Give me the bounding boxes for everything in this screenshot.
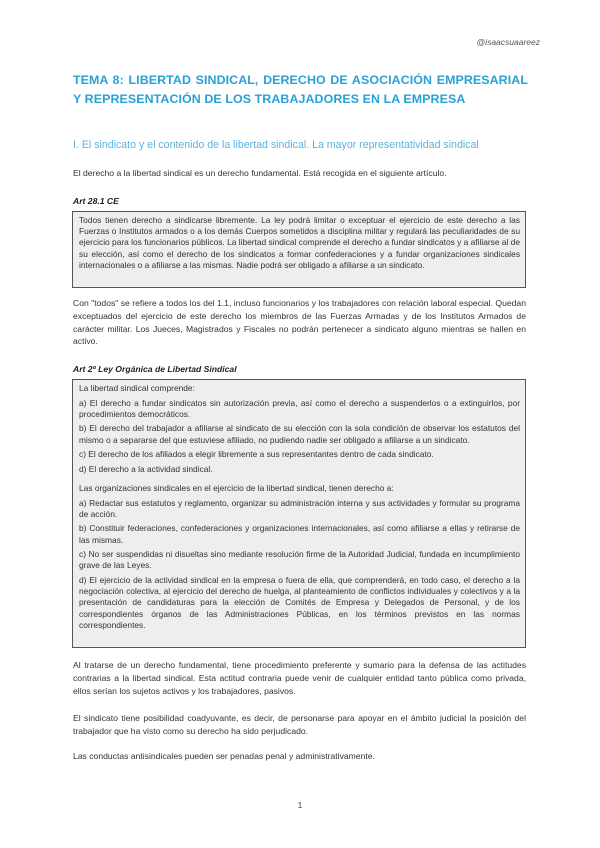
art2-quote-box [72,379,526,648]
art2-item1-d: d) El derecho a la actividad sindical. [79,463,213,474]
page-number: 1 [297,800,303,810]
art1-quote-box [72,211,526,288]
author-handle: @isaacsuaareez [476,37,540,47]
art2-item2-c: c) No ser suspendidas ni disueltas sino mediante resolución firme de la Autoridad Judicial, fundada en incumplimiento grave de las Leyes. [79,549,520,571]
paragraph-coadyuvante: El sindicato tiene posibilidad coadyuvante, es decir, de personarse para apoyar en el ámbito judicial la posición del trabajador que ha visto como su derecho ha sido perjudicado. [73,713,526,736]
paragraph-procedure: Al tratarse de un derecho fundamental, tiene procedimiento preferente y sumario para la defensa de las actitudes contrarias a la libertad sindical. Esta actitud contraria puede venir de cualquier entidad tanto pública como privada, ellos serían los sujetos activos y los trabajadores, pasivos. [73,660,526,696]
art2-item1-c: c) El derecho de los afiliados a elegir libremente a sus representantes dentro de cada sindicato. [79,449,434,460]
after-art1-paragraph: Con "todos" se refiere a todos los del 1.1, incluso funcionarios y los trabajadores con relación laboral especial. Quedan exceptuados del ejercicio de este derecho los miembros de las Fuerzas Armadas y de los Institutos Armados de carácter militar. Los Jueces, Magistrados y Fiscales no podrán pertenecer a sindicato alguno mientras se hallen en activo. [73,298,526,347]
art2-item2-b: b) Constituir federaciones, confederaciones y organizaciones internacionales, así como afiliarse a ellas y retirarse de las mismas. [79,523,520,545]
art2-item2-a: a) Redactar sus estatutos y reglamento, organizar su administración interna y sus actividades y formular su programa de acción. [79,497,520,519]
intro-paragraph: El derecho a la libertad sindical es un derecho fundamental. Está recogida en el siguiente artículo. [73,168,447,178]
art2-item2-d: d) El ejercicio de la actividad sindical en la empresa o fuera de ella, que comprenderá, en todo caso, el derecho a la negociación colectiva, al ejercicio del derecho de huelga, al planteamiento de conflictos individuales y colectivos y a la presentación de candidaturas para la elección de Comités de Empresa y Delegados de Personal, y de los correspondientes órganos de las Administraciones Públicas, en los términos previstos en las normas correspondientes. [79,574,520,630]
art2-item1-a: a) El derecho a fundar sindicatos sin autorización previa, así como el derecho a suspenderlos o a extinguirlos, por procedimientos democráticos. [79,397,520,419]
paragraph-antisindicales: Las conductas antisindicales pueden ser penadas penal y administrativamente. [73,751,375,761]
art1-label: Art 28.1 CE [73,196,119,206]
section-heading: I. El sindicato y el contenido de la libertad sindical. La mayor representatividad sindical [73,139,479,151]
art2-intro2: Las organizaciones sindicales en el ejercicio de la libertad sindical, tienen derecho a: [79,482,394,493]
page-title: TEMA 8: LIBERTAD SINDICAL, DERECHO DE ASOCIACIÓN EMPRESARIAL Y REPRESENTACIÓN DE LOS TRABAJADORES EN LA EMPRESA [73,73,528,106]
art1-text: Todos tienen derecho a sindicarse libremente. La ley podrá limitar o exceptuar el ejercicio de este derecho a las Fuerzas o Institutos armados o a los demás Cuerpos sometidos a disciplina militar y regulará las peculiaridades de su ejercicio para los funcionarios públicos. La libertad sindical comprende el derecho a fundar sindicatos y a afiliarse al de su elección, así como el derecho de los sindicatos a formar confederaciones y a fundar organizaciones sindicales internacionales o a afiliarse a las mismas. Nadie podrá ser obligado a afiliarse a un sindicato. [79,215,520,270]
art2-label: Art 2º Ley Orgánica de Libertad Sindical [73,364,237,374]
art2-intro1: La libertad sindical comprende: [79,383,195,393]
art2-item1-b: b) El derecho del trabajador a afiliarse al sindicato de su elección con la sola condición de observar los estatutos del mismo o a separarse del que estuviese afiliado, no pudiendo nadie ser obligado a afiliarse a un sindicato. [79,423,520,445]
